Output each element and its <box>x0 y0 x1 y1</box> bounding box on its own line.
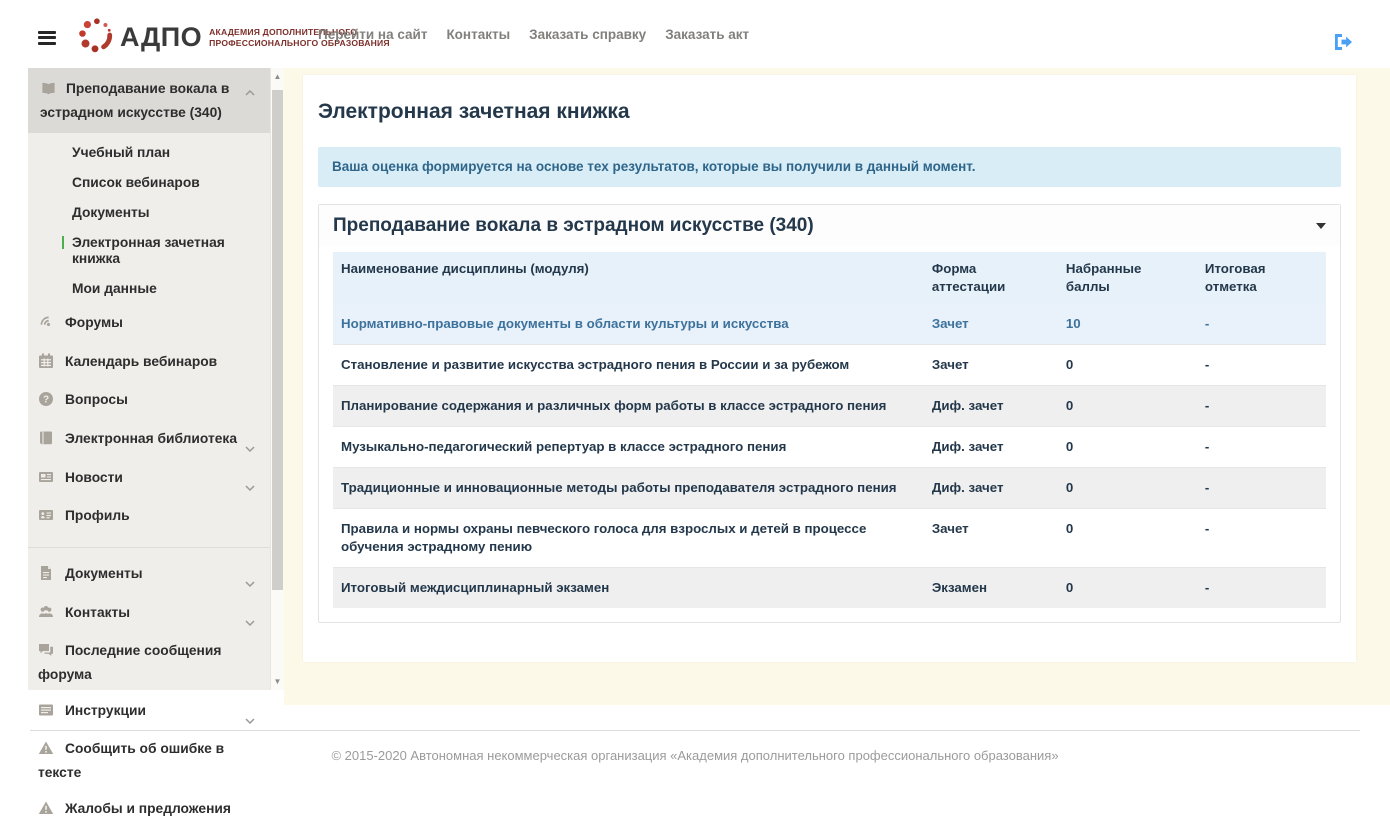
col-header-discipline: Наименование дисциплины (модуля) <box>333 252 924 304</box>
caret-down-icon[interactable] <box>1316 223 1326 229</box>
sidebar-item-forums[interactable]: Форумы <box>28 305 271 344</box>
nav-link-contacts[interactable]: Контакты <box>446 26 511 42</box>
library-icon <box>38 430 54 453</box>
users-icon <box>38 604 54 627</box>
question-icon <box>38 391 54 414</box>
calendar-icon <box>38 353 54 376</box>
info-alert: Ваша оценка формируется на основе тех результатов, которые вы получили в данный момент. <box>318 147 1341 187</box>
top-header <box>0 0 1390 68</box>
forums-icon <box>38 314 54 337</box>
course-submenu <box>28 133 271 305</box>
sidebar-item-questions[interactable]: ? Вопросы <box>28 383 271 422</box>
page-title: Электронная зачетная книжка <box>318 100 630 123</box>
footer-divider <box>30 730 1360 731</box>
logo-abbr: АДПО <box>120 22 203 52</box>
warning-icon <box>38 800 54 823</box>
sign-out-icon[interactable] <box>1331 32 1353 57</box>
comments-icon <box>38 642 54 665</box>
table-row: Планирование содержания и различных форм работы в классе эстрадного пения Диф. зачет 0 - <box>333 385 1326 426</box>
sidebar-item-webinar-calendar[interactable]: Календарь вебинаров <box>28 344 271 383</box>
course-panel-header[interactable]: Преподавание вокала в эстрадном искусстве (340) <box>319 205 1340 246</box>
sidebar <box>28 68 284 816</box>
table-row: Итоговый междисциплинарный экзамен Экзамен 0 - <box>333 567 1326 607</box>
col-header-final-mark: Итоговая отметка <box>1197 252 1326 304</box>
document-icon <box>38 565 54 588</box>
sidebar-item-news[interactable]: Новости <box>28 460 271 499</box>
sidebar-item-contacts[interactable]: Контакты <box>28 595 271 634</box>
chevron-down-icon <box>245 612 255 633</box>
sidebar-item-forum-messages[interactable]: Последние сообщения форума <box>38 643 222 683</box>
course-panel <box>318 204 1341 622</box>
sidebar-item-curriculum[interactable]: Учебный план <box>72 144 171 160</box>
sidebar-item-complaints[interactable]: Жалобы и предложения <box>28 791 271 830</box>
logo-icon <box>76 16 114 59</box>
chevron-down-icon <box>245 573 255 594</box>
sidebar-scrollbar[interactable] <box>270 68 284 690</box>
table-row: Музыкально-педагогический репертуар в классе эстрадного пения Диф. зачет 0 - <box>333 426 1326 467</box>
sidebar-item-library[interactable]: Электронная библиотека <box>28 421 271 460</box>
nav-link-order-act[interactable]: Заказать акт <box>665 26 750 42</box>
logo-subtitle: АКАДЕМИЯ ДОПОЛНИТЕЛЬНОГО ПРОФЕССИОНАЛЬНОГО ОБРАЗОВАНИЯ <box>209 26 390 48</box>
sidebar-item-gradebook[interactable]: Электронная зачетная книжка <box>28 228 271 273</box>
id-card-icon <box>38 507 54 530</box>
chevron-down-icon <box>245 710 255 731</box>
top-nav <box>318 0 749 68</box>
sidebar-item-my-data[interactable]: Мои данные <box>72 280 157 296</box>
table-header-row <box>333 252 1326 304</box>
scroll-down-icon[interactable]: ▼ <box>273 677 282 686</box>
table-row: Нормативно-правовые документы в области культуры и искусства Зачет 10 - <box>333 304 1326 344</box>
col-header-assessment-form: Форма аттестации <box>924 252 1058 304</box>
list-icon <box>38 702 54 725</box>
news-icon <box>38 469 54 492</box>
book-open-icon <box>40 81 57 103</box>
sidebar-item-webinar-list[interactable]: Список вебинаров <box>72 175 200 191</box>
sidebar-divider <box>28 547 271 548</box>
nav-link-site[interactable]: Перейти на сайт <box>318 26 428 42</box>
sidebar-item-profile[interactable]: Профиль <box>28 499 271 538</box>
table-row: Становление и развитие искусства эстрадного пения в России и за рубежом Зачет 0 - <box>333 345 1326 386</box>
chevron-down-icon <box>245 438 255 459</box>
scroll-up-icon[interactable]: ▲ <box>273 72 282 81</box>
content-area <box>284 68 1390 705</box>
menu-icon[interactable] <box>38 31 56 45</box>
sidebar-item-course-documents[interactable]: Документы <box>72 205 150 221</box>
chevron-up-icon <box>245 82 255 103</box>
sidebar-item-course[interactable]: Преподавание вокала в эстрадном искусстве (340) <box>28 68 271 133</box>
svg-text:?: ? <box>42 394 50 406</box>
content-card <box>303 75 1356 662</box>
scrollbar-thumb[interactable] <box>272 90 283 590</box>
sidebar-item-documents[interactable]: Документы <box>28 557 271 596</box>
chevron-down-icon <box>245 477 255 498</box>
grades-table <box>333 252 1326 607</box>
sidebar-item-report-error[interactable]: Сообщить об ошибке в тексте <box>38 741 225 781</box>
sidebar-item-instructions[interactable]: Инструкции <box>28 693 271 732</box>
footer-copyright: © 2015-2020 Автономная некоммерческая организация «Академия дополнительного профессионального образования» <box>331 748 1059 763</box>
nav-link-order-certificate[interactable]: Заказать справку <box>529 26 647 42</box>
col-header-points: Набранные баллы <box>1058 252 1197 304</box>
table-row: Правила и нормы охраны певческого голоса для взрослых и детей в процессе обучения эстрадному пению Зачет 0 - <box>333 508 1326 567</box>
table-row: Традиционные и инновационные методы работы преподавателя эстрадного пения Диф. зачет 0 - <box>333 467 1326 508</box>
